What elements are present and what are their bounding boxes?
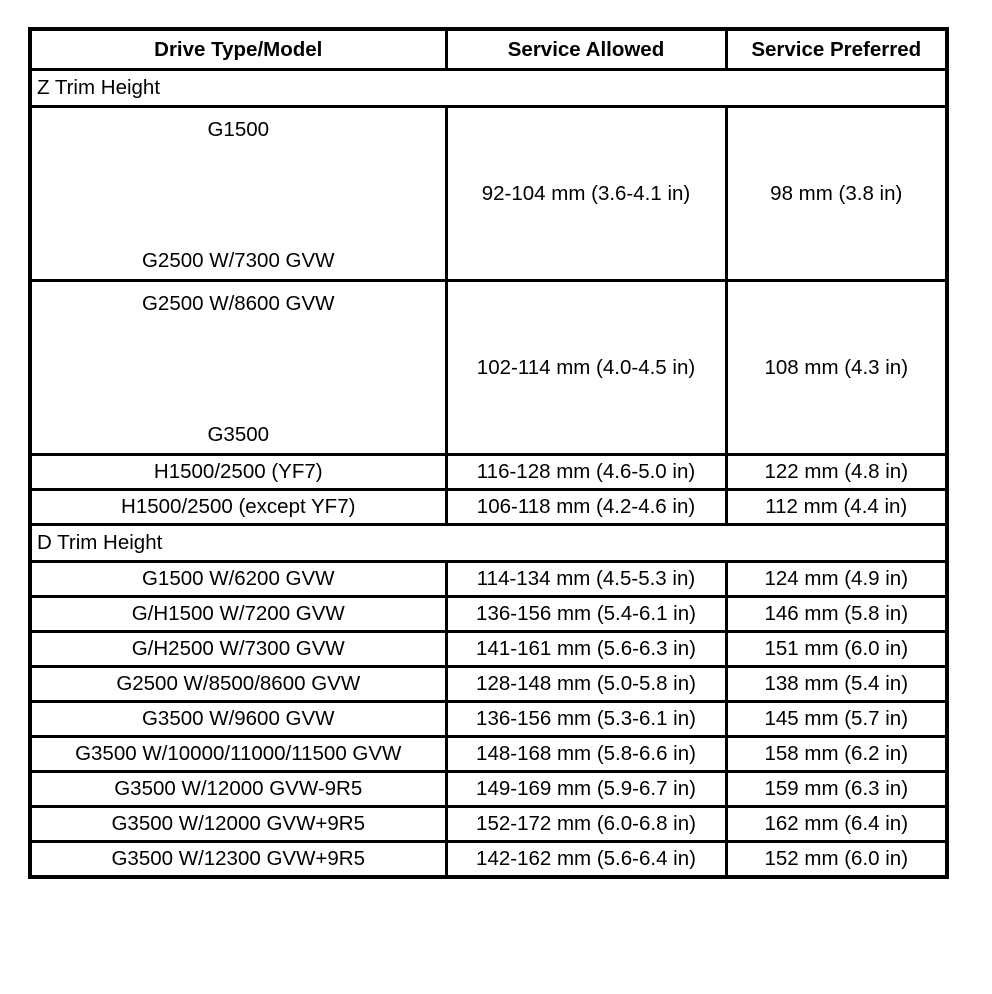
service-allowed-cell: 148-168 mm (5.8-6.6 in) [446, 737, 726, 772]
model-cell: G3500 W/12300 GVW+9R5 [30, 842, 446, 877]
model-name: G3500 [207, 423, 270, 446]
header-drive-type: Drive Type/Model [30, 29, 446, 70]
model-cell: G1500 W/6200 GVW [30, 562, 446, 597]
table-row [30, 807, 947, 842]
service-allowed-cell: 142-162 mm (5.6-6.4 in) [446, 842, 726, 877]
section-row [30, 70, 947, 107]
service-preferred-cell: 151 mm (6.0 in) [726, 632, 947, 667]
table-row [30, 667, 947, 702]
section-title: D Trim Height [30, 525, 947, 562]
table-row [30, 107, 947, 281]
service-allowed-cell: 102-114 mm (4.0-4.5 in) [446, 281, 726, 455]
service-allowed-cell: 152-172 mm (6.0-6.8 in) [446, 807, 726, 842]
service-preferred-cell: 158 mm (6.2 in) [726, 737, 947, 772]
model-name: G1500 [207, 118, 270, 141]
service-preferred-cell: 162 mm (6.4 in) [726, 807, 947, 842]
header-service-preferred: Service Preferred [726, 29, 947, 70]
table-row [30, 702, 947, 737]
model-cell: G/H1500 W/7200 GVW [30, 597, 446, 632]
service-preferred-cell: 98 mm (3.8 in) [726, 107, 947, 281]
model-cell: G3500 W/10000/11000/11500 GVW [30, 737, 446, 772]
service-preferred-cell: 152 mm (6.0 in) [726, 842, 947, 877]
service-preferred-cell: 146 mm (5.8 in) [726, 597, 947, 632]
service-preferred-cell: 112 mm (4.4 in) [726, 490, 947, 525]
table-row [30, 842, 947, 877]
service-preferred-cell: 122 mm (4.8 in) [726, 455, 947, 490]
service-allowed-cell: 92-104 mm (3.6-4.1 in) [446, 107, 726, 281]
service-allowed-cell: 136-156 mm (5.4-6.1 in) [446, 597, 726, 632]
service-preferred-cell: 124 mm (4.9 in) [726, 562, 947, 597]
model-name: G2500 W/7300 GVW [141, 249, 335, 272]
service-allowed-cell: 149-169 mm (5.9-6.7 in) [446, 772, 726, 807]
table-row [30, 737, 947, 772]
model-cell: H1500/2500 (YF7) [30, 455, 446, 490]
header-row [30, 29, 947, 70]
service-preferred-cell: 108 mm (4.3 in) [726, 281, 947, 455]
service-allowed-cell: 128-148 mm (5.0-5.8 in) [446, 667, 726, 702]
model-cell [30, 107, 446, 281]
model-cell: G/H2500 W/7300 GVW [30, 632, 446, 667]
service-allowed-cell: 116-128 mm (4.6-5.0 in) [446, 455, 726, 490]
section-title: Z Trim Height [30, 70, 947, 107]
table-row [30, 772, 947, 807]
model-cell [30, 281, 446, 455]
model-cell: H1500/2500 (except YF7) [30, 490, 446, 525]
service-preferred-cell: 138 mm (5.4 in) [726, 667, 947, 702]
service-allowed-cell: 136-156 mm (5.3-6.1 in) [446, 702, 726, 737]
model-cell: G2500 W/8500/8600 GVW [30, 667, 446, 702]
table-row [30, 597, 947, 632]
model-cell: G3500 W/9600 GVW [30, 702, 446, 737]
service-preferred-cell: 159 mm (6.3 in) [726, 772, 947, 807]
service-allowed-cell: 141-161 mm (5.6-6.3 in) [446, 632, 726, 667]
header-service-allowed: Service Allowed [446, 29, 726, 70]
service-preferred-cell: 145 mm (5.7 in) [726, 702, 947, 737]
table-row [30, 562, 947, 597]
section-row [30, 525, 947, 562]
service-allowed-cell: 114-134 mm (4.5-5.3 in) [446, 562, 726, 597]
table-row [30, 281, 947, 455]
model-name: G2500 W/8600 GVW [141, 292, 335, 315]
table-row [30, 632, 947, 667]
model-cell: G3500 W/12000 GVW-9R5 [30, 772, 446, 807]
trim-height-table [28, 27, 949, 879]
model-cell: G3500 W/12000 GVW+9R5 [30, 807, 446, 842]
table-row [30, 455, 947, 490]
service-allowed-cell: 106-118 mm (4.2-4.6 in) [446, 490, 726, 525]
table-row [30, 490, 947, 525]
